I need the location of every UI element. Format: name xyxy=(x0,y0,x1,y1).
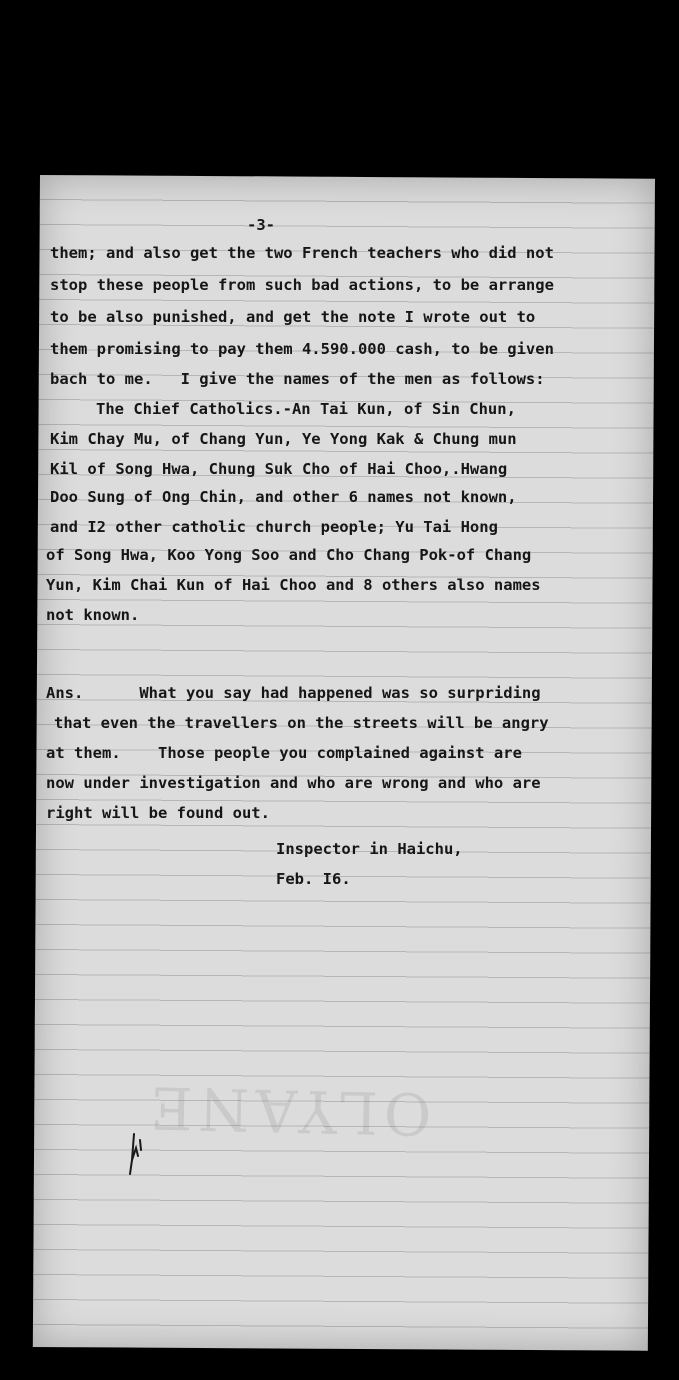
signature-date: Feb. I6. xyxy=(276,870,351,888)
watermark-stamp: OLYANE xyxy=(143,1073,433,1148)
pen-mark-icon xyxy=(124,1130,148,1178)
body-line: Yun, Kim Chai Kun of Hai Choo and 8 others also names xyxy=(46,576,541,594)
answer-line: at them. Those people you complained against are xyxy=(46,744,522,762)
body-line: not known. xyxy=(46,606,140,624)
body-line: Kim Chay Mu, of Chang Yun, Ye Yong Kak & Chung mun xyxy=(50,430,517,448)
answer-line: now under investigation and who are wrong and who are xyxy=(46,774,541,792)
answer-line: right will be found out. xyxy=(46,804,270,822)
body-line: them; and also get the two French teachers who did not xyxy=(50,244,554,262)
body-line: stop these people from such bad actions, to be arrange xyxy=(50,276,554,294)
body-line: Kil of Song Hwa, Chung Suk Cho of Hai Choo,.Hwang xyxy=(50,460,508,478)
answer-line: that even the travellers on the streets will be angry xyxy=(54,714,549,732)
page-number: -3- xyxy=(247,216,275,234)
body-line: them promising to pay them 4.590.000 cash, to be given xyxy=(50,340,554,358)
signature-title: Inspector in Haichu, xyxy=(276,840,463,858)
body-line: and I2 other catholic church people; Yu Tai Hong xyxy=(50,518,498,536)
answer-line: Ans. What you say had happened was so surpriding xyxy=(46,684,541,702)
body-line: to be also punished, and get the note I wrote out to xyxy=(50,308,536,326)
body-line: The Chief Catholics.-An Tai Kun, of Sin Chun, xyxy=(96,400,516,418)
body-line: bach to me. I give the names of the men as follows: xyxy=(50,370,545,388)
body-line: Doo Sung of Ong Chin, and other 6 names not known, xyxy=(50,488,517,506)
body-line: of Song Hwa, Koo Yong Soo and Cho Chang Pok-of Chang xyxy=(46,546,532,564)
